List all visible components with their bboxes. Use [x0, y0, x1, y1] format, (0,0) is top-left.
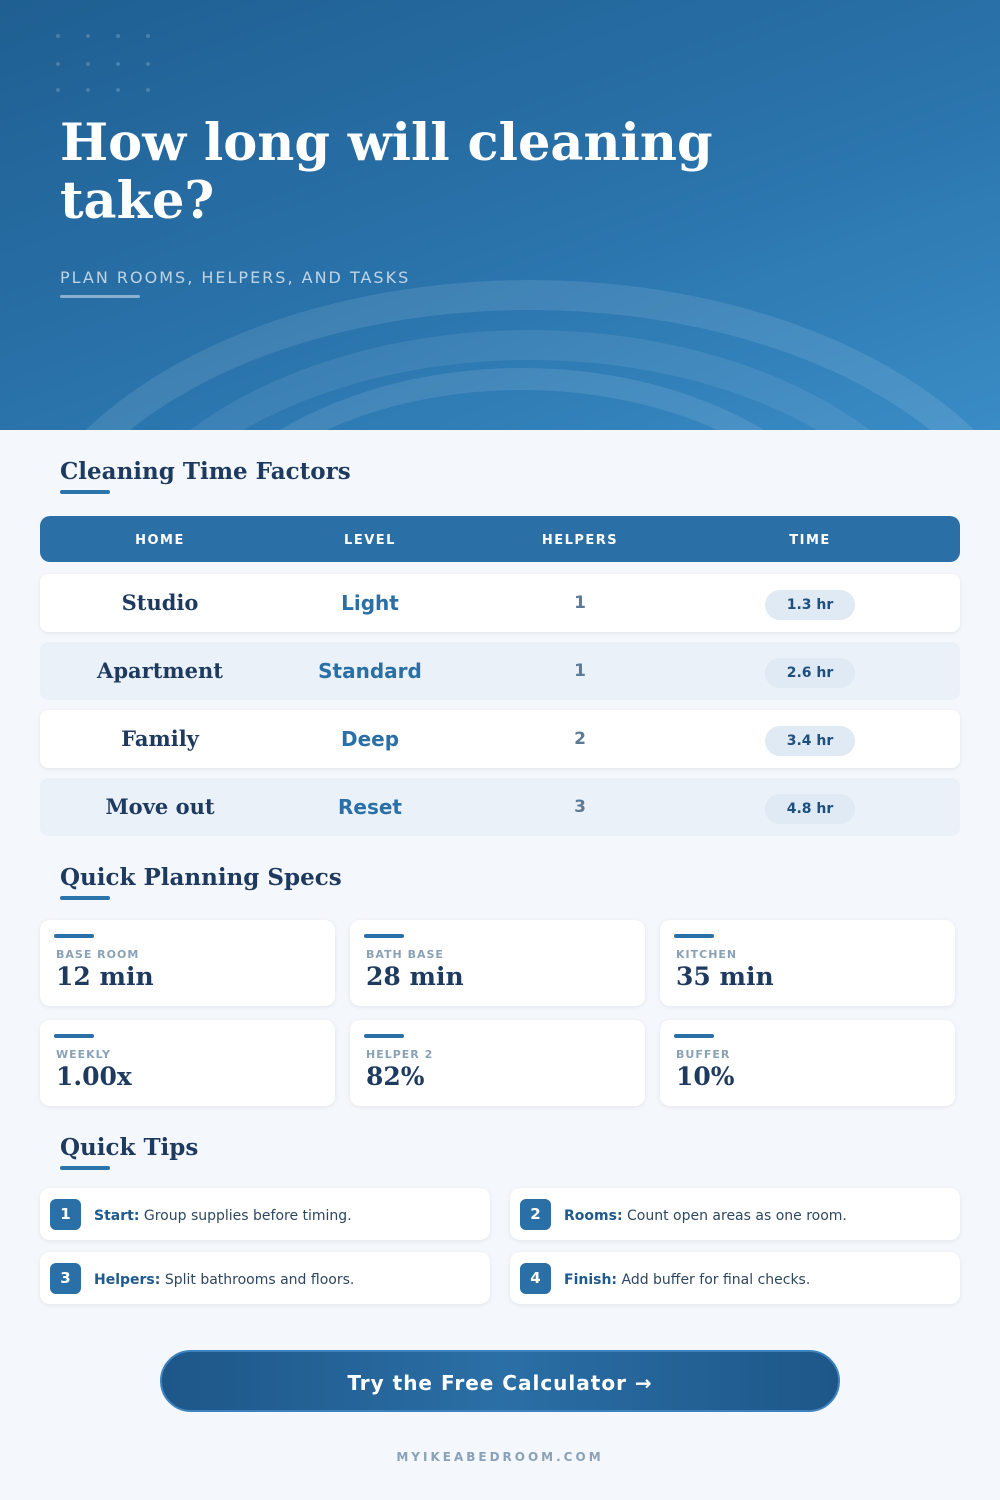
cell-home: Move out	[105, 794, 215, 819]
dot-pattern	[56, 34, 166, 98]
spec-accent	[364, 934, 404, 938]
tip-key: Finish:	[564, 1272, 618, 1288]
tip-key: Helpers:	[94, 1272, 161, 1288]
tip-body: Add buffer for final checks.	[617, 1272, 811, 1288]
spec-card	[40, 1020, 335, 1106]
cell-level: Deep	[340, 727, 400, 751]
tip-card	[40, 1188, 490, 1240]
cell-helpers: 1	[574, 661, 586, 681]
spec-label: WEEKLY	[56, 1048, 111, 1061]
spec-card	[40, 920, 335, 1006]
spec-accent	[674, 934, 714, 938]
tip-body: Count open areas as one room.	[622, 1208, 847, 1224]
spec-value: 1.00x	[56, 1062, 132, 1091]
tip-text	[94, 1188, 352, 1240]
spec-value: 12 min	[56, 962, 154, 991]
tip-number-badge: 4	[520, 1263, 551, 1294]
section-underline	[60, 490, 110, 494]
spec-card	[660, 1020, 955, 1106]
pattern-dot	[146, 34, 150, 38]
pattern-dot	[86, 34, 90, 38]
pattern-dot	[116, 88, 120, 92]
tip-key: Start:	[94, 1208, 140, 1224]
cell-level: Reset	[338, 795, 402, 819]
tip-number-badge: 1	[50, 1199, 81, 1230]
pattern-dot	[86, 62, 90, 66]
spec-label: BATH BASE	[366, 948, 444, 961]
spec-accent	[54, 934, 94, 938]
spec-label: HELPER 2	[366, 1048, 434, 1061]
header-helpers: HELPERS	[541, 533, 619, 548]
time-badge: 3.4 hr	[765, 726, 855, 756]
tip-card	[510, 1252, 960, 1304]
spec-label: BUFFER	[676, 1048, 731, 1061]
pattern-dot	[146, 62, 150, 66]
cell-home: Family	[121, 726, 199, 751]
factors-section-title: Cleaning Time Factors	[60, 458, 351, 485]
pattern-dot	[56, 88, 60, 92]
spec-card	[350, 920, 645, 1006]
pattern-dot	[86, 88, 90, 92]
pattern-dot	[116, 62, 120, 66]
cell-home: Studio	[121, 590, 199, 615]
factors-table-header	[40, 516, 960, 562]
tip-number-badge: 2	[520, 1199, 551, 1230]
pattern-dot	[56, 34, 60, 38]
free-calculator-button[interactable]: Try the Free Calculator →	[160, 1350, 840, 1412]
cell-home: Apartment	[97, 658, 223, 683]
footer-site-url: MYIKEABEDROOM.COM	[396, 1450, 604, 1464]
time-badge: 4.8 hr	[765, 794, 855, 824]
section-underline	[60, 896, 110, 900]
table-row	[40, 710, 960, 768]
tip-body: Group supplies before timing.	[139, 1208, 352, 1224]
tip-body: Split bathrooms and floors.	[160, 1272, 355, 1288]
spec-label: KITCHEN	[676, 948, 738, 961]
cell-level: Standard	[318, 659, 422, 683]
page-subtitle: PLAN ROOMS, HELPERS, AND TASKS	[60, 268, 411, 287]
table-row	[40, 778, 960, 836]
time-badge: 2.6 hr	[765, 658, 855, 688]
hero-banner	[0, 0, 1000, 430]
spec-card	[660, 920, 955, 1006]
spec-value: 28 min	[366, 962, 464, 991]
cell-level: Light	[341, 591, 399, 615]
header-level: LEVEL	[344, 533, 396, 548]
tip-card	[510, 1188, 960, 1240]
tips-section-title: Quick Tips	[60, 1134, 199, 1161]
table-row	[40, 574, 960, 632]
pattern-dot	[146, 88, 150, 92]
spec-accent	[674, 1034, 714, 1038]
cell-helpers: 1	[574, 593, 586, 613]
spec-value: 10%	[676, 1062, 735, 1091]
pattern-dot	[116, 34, 120, 38]
section-underline	[60, 1166, 110, 1170]
spec-accent	[54, 1034, 94, 1038]
tip-text	[564, 1188, 847, 1240]
header-time: TIME	[789, 533, 831, 548]
tip-text	[564, 1252, 810, 1304]
spec-label: BASE ROOM	[56, 948, 140, 961]
spec-card	[350, 1020, 645, 1106]
time-badge: 1.3 hr	[765, 590, 855, 620]
tip-text	[94, 1252, 354, 1304]
subtitle-underline	[60, 295, 140, 298]
spec-value: 82%	[366, 1062, 425, 1091]
tip-key: Rooms:	[564, 1208, 623, 1224]
spec-value: 35 min	[676, 962, 774, 991]
tip-number-badge: 3	[50, 1263, 81, 1294]
cell-helpers: 3	[574, 797, 586, 817]
spec-accent	[364, 1034, 404, 1038]
header-home: HOME	[135, 533, 185, 548]
pattern-dot	[56, 62, 60, 66]
table-row	[40, 642, 960, 700]
page-title: How long will cleaning take?	[60, 113, 713, 231]
tip-card	[40, 1252, 490, 1304]
specs-section-title: Quick Planning Specs	[60, 864, 342, 891]
cell-helpers: 2	[574, 729, 586, 749]
